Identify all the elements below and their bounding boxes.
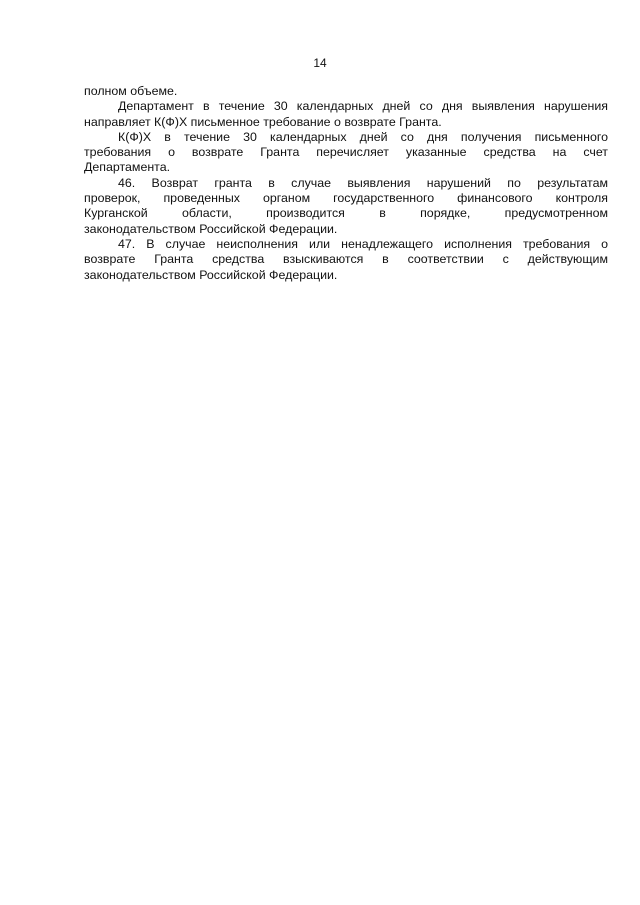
text-line: проверок, проведенных органом государственного финансового контроля <box>84 191 608 206</box>
text-line: Курганской области, производится в порядке, предусмотренном <box>84 206 608 221</box>
text-line: законодательством Российской Федерации. <box>84 221 338 236</box>
text-line: полном объеме. <box>84 84 178 98</box>
text-line: Департамента. <box>84 160 171 175</box>
text-line: 46. Возврат гранта в случае выявления нарушений по результатам <box>118 175 608 190</box>
page-number: 14 <box>313 56 327 70</box>
text-line: К(Ф)Х в течение 30 календарных дней со дня получения письменного <box>118 129 608 144</box>
text-line: требования о возврате Гранта перечисляет указанные средства на счет <box>84 145 608 160</box>
text-line: направляет К(Ф)Х письменное требование о возврате Гранта. <box>84 114 442 129</box>
text-line: возврате Гранта средства взыскиваются в соответствии с действующим <box>84 252 608 267</box>
document-body <box>84 84 608 283</box>
text-line: 47. В случае неисполнения или ненадлежащего исполнения требования о <box>118 236 608 251</box>
text-line: законодательством Российской Федерации. <box>84 267 338 282</box>
text-line: Департамент в течение 30 календарных дней со дня выявления нарушения <box>118 99 608 114</box>
